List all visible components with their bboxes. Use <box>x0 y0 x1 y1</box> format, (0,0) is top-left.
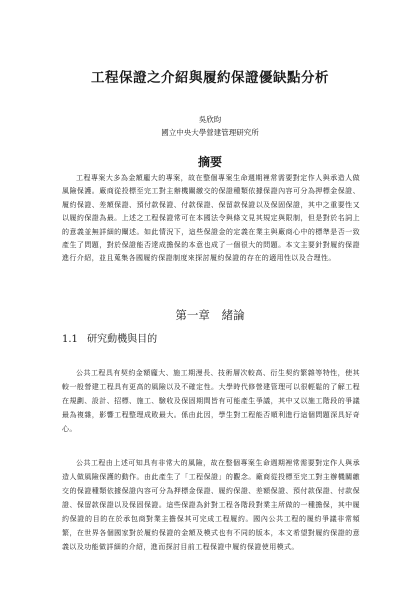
abstract-text: 工程專案大多為金額龐大的專案，故在整個專案生命週期裡常需要對定作人與承造人做風險保護。廠商從投標至完工對主辦機關繳交的保證種類依據保證內容可分為押標金保證、履約保證、差額保證、預付款保證、付款保證、保留款保證以及保固保證，其中之重要性又以履約保證為最。上述之工程保證常可在本國法令與條文見其規定與限制，但是對於名詞上的意義並無詳細的闡述。如此情況下，這些保證金的定義在業主與廠商心中的標準是否一致產生了問題，對於保證能否達成擔保的本意也成了一個很大的問題。本文主要針對履約保證進行介紹，並且蒐集各國履約保證制度來探討履約保證的存在的適用性以及合理性。 <box>62 174 360 263</box>
paper-title: 工程保證之介紹與履約保證優缺點分析 <box>91 70 329 86</box>
section-title: 研究動機與目的 <box>87 334 158 345</box>
chapter-title: 緒論 <box>221 308 245 322</box>
section-heading <box>62 330 157 345</box>
chapter-heading <box>0 307 420 323</box>
abstract-heading: 摘要 <box>197 155 222 169</box>
body-paragraph: 公共工程具有契約金額龐大、施工期漫長、技術層次較高、衍生契約繁雜等特性，使其較一般營建工程具有更高的風險以及不確定性。大學時代修營建管理可以很輕鬆的了解工程在規劃、設計、招標、施工、驗收及保固期間皆有可能產生爭議，其中又以施工階段的爭議最為複雜，影響工程整理成敗最大。係由此因，學生對工程能否順利進行這個問題深具好奇心。 <box>62 369 360 433</box>
section-number: 1.1 <box>62 334 78 345</box>
author-name: 吳欣昀 <box>198 115 222 124</box>
author-affiliation: 國立中央大學營建管理研究所 <box>161 128 259 137</box>
body-paragraph: 公共工程由上述可知具有非常大的風險，故在整個專案生命週期裡常需要對定作人與承造人做風險保護的動作。由此產生了「工程保證」的觀念。廠商從投標至完工對主辦機關繳交的保證種類依據保證內容可分為押標金保證、履約保證、差額保證、預付款保證、付款保證、保留款保證以及保固保證。這些保證為針對工程各階段對業主所做的一種擔保，其中履約保證的目的在於承包商對業主擔保其可完成工程履約。國內公共工程的履約爭議非常頻繁，在世界各個國家對於履約保證的金額及模式也有不同的版本，本文希望對履約保證的意義以及功能做詳細的介紹，進而探討目前工程保證中履約保證使用模式。 <box>62 459 360 551</box>
chapter-number: 第一章 <box>175 308 210 322</box>
